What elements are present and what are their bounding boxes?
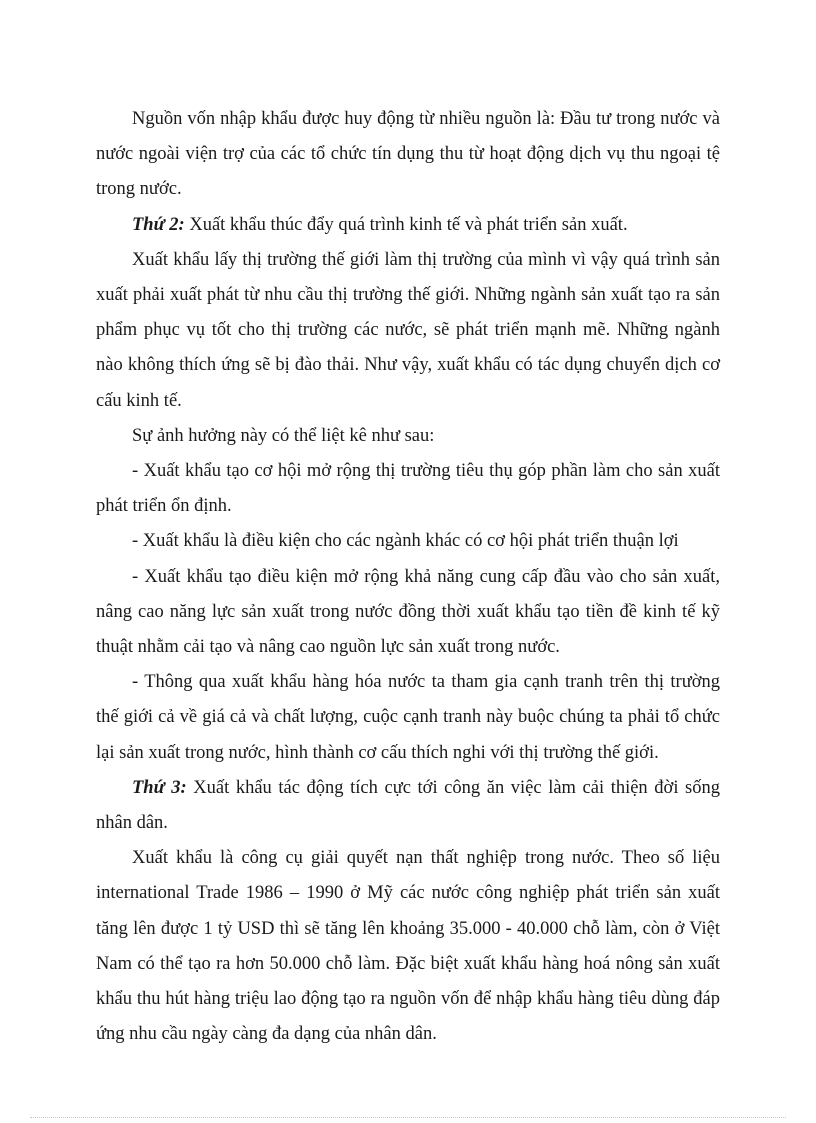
paragraph <box>96 243 720 419</box>
paragraph-lead: Thứ 2: <box>132 214 185 235</box>
paragraph <box>96 419 720 454</box>
paragraph <box>96 841 720 1052</box>
paragraph-lead: Thứ 3: <box>132 777 187 798</box>
paragraph-text: Xuất khẩu là công cụ giải quyết nạn thất nghiệp trong nước. Theo số liệu international Trade 1986 – 1990 ở Mỹ các nước công nghiệp phát triển sản xuất tăng lên được 1 tỷ USD thì sẽ tăng lên khoảng 35.000 - 40.000 chỗ làm, còn ở Việt Nam có thể tạo ra hơn 50.000 chỗ làm. Đặc biệt xuất khẩu hàng hoá nông sản xuất khẩu thu hút hàng triệu lao động tạo ra nguồn vốn để nhập khẩu hàng tiêu dùng đáp ứng nhu cầu ngày càng đa dạng của nhân dân. <box>96 848 720 1045</box>
paragraph <box>96 102 720 208</box>
paragraph-text: Sự ảnh hưởng này có thể liệt kê như sau: <box>132 425 435 446</box>
paragraph <box>96 665 720 771</box>
document-body <box>96 102 720 1052</box>
paragraph <box>96 560 720 666</box>
paragraph <box>96 771 720 841</box>
paragraph <box>96 454 720 524</box>
paragraph <box>96 524 720 559</box>
page-bottom-divider <box>30 1117 786 1118</box>
paragraph-text: Xuất khẩu thúc đẩy quá trình kinh tế và phát triển sản xuất. <box>184 214 628 235</box>
paragraph-text: Xuất khẩu tác động tích cực tới công ăn việc làm cải thiện đời sống nhân dân. <box>96 777 720 834</box>
paragraph <box>96 208 720 243</box>
paragraph-text: Xuất khẩu lấy thị trường thế giới làm thị trường của mình vì vậy quá trình sản xuất phải xuất phát từ nhu cầu thị trường thế giới. Những ngành sản xuất tạo ra sản phẩm phục vụ tốt cho thị trường các nước, sẽ phát triển mạnh mẽ. Những ngành nào không thích ứng sẽ bị đào thải. Như vậy, xuất khẩu có tác dụng chuyển dịch cơ cấu kinh tế. <box>96 249 720 411</box>
paragraph-text: - Xuất khẩu tạo điều kiện mở rộng khả năng cung cấp đầu vào cho sản xuất, nâng cao năng lực sản xuất trong nước đồng thời xuất khẩu tạo tiền đề kinh tế kỹ thuật nhằm cải tạo và nâng cao nguồn lực sản xuất trong nước. <box>96 566 720 658</box>
paragraph-text: - Xuất khẩu là điều kiện cho các ngành khác có cơ hội phát triển thuận lợi <box>132 531 679 552</box>
paragraph-text: - Thông qua xuất khẩu hàng hóa nước ta tham gia cạnh tranh trên thị trường thế giới cả về giá cả và chất lượng, cuộc cạnh tranh này buộc chúng ta phải tổ chức lại sản xuất trong nước, hình thành cơ cấu thích nghi với thị trường thế giới. <box>96 672 720 763</box>
paragraph-text: - Xuất khẩu tạo cơ hội mở rộng thị trường tiêu thụ góp phần làm cho sản xuất phát triển ổn định. <box>96 461 720 517</box>
paragraph-text: Nguồn vốn nhập khẩu được huy động từ nhiều nguồn là: Đầu tư trong nước và nước ngoài viện trợ của các tổ chức tín dụng thu từ hoạt động dịch vụ thu ngoại tệ trong nước. <box>96 109 720 200</box>
